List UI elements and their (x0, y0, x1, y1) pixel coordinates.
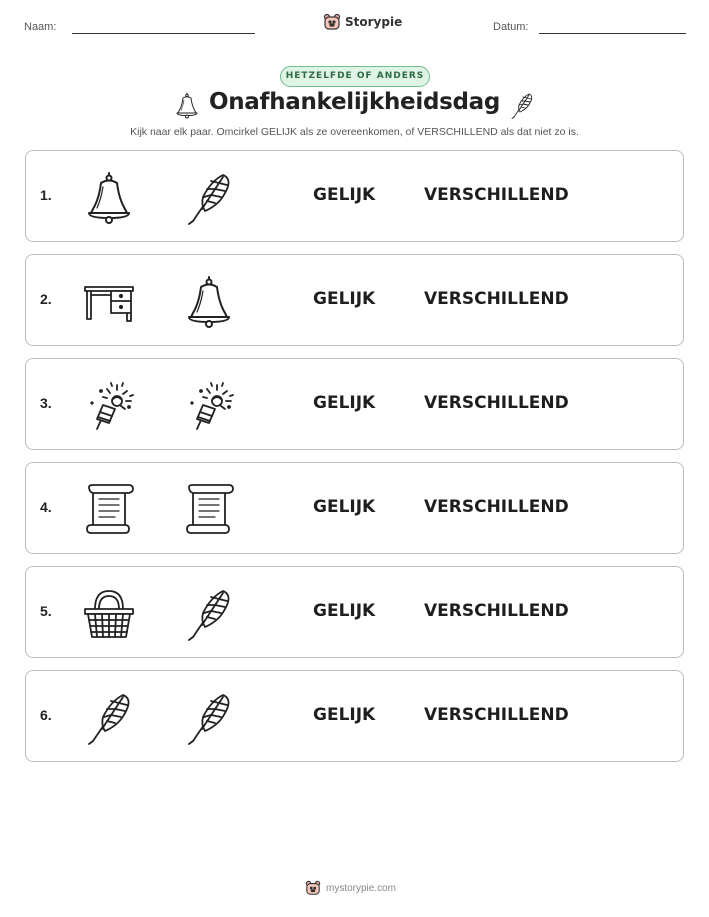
name-label: Naam: (24, 21, 57, 33)
feather-icon (508, 91, 536, 119)
bear-icon (305, 880, 321, 896)
scroll-icon (81, 481, 137, 537)
option-different[interactable]: VERSCHILLEND (424, 393, 569, 413)
option-same[interactable]: GELIJK (313, 705, 376, 725)
footer (305, 880, 396, 896)
firework-icon (81, 377, 137, 433)
worksheet-type-badge: HETZELFDE OF ANDERS (280, 66, 430, 87)
row-number: 6. (40, 707, 52, 723)
option-different[interactable]: VERSCHILLEND (424, 601, 569, 621)
option-different[interactable]: VERSCHILLEND (424, 705, 569, 725)
row-number: 5. (40, 603, 52, 619)
date-label: Datum: (493, 21, 529, 33)
option-different[interactable]: VERSCHILLEND (424, 289, 569, 309)
feather-icon (181, 689, 237, 745)
footer-site: mystorypie.com (326, 882, 397, 894)
option-same[interactable]: GELIJK (313, 289, 376, 309)
question-row-3 (25, 358, 684, 450)
row-number: 3. (40, 395, 52, 411)
bell-icon (181, 273, 237, 329)
row-number: 1. (40, 187, 52, 203)
option-same[interactable]: GELIJK (313, 393, 376, 413)
option-different[interactable]: VERSCHILLEND (424, 185, 569, 205)
feather-icon (181, 585, 237, 641)
option-same[interactable]: GELIJK (313, 497, 376, 517)
question-row-2 (25, 254, 684, 346)
option-same[interactable]: GELIJK (313, 601, 376, 621)
scroll-icon (181, 481, 237, 537)
page-title: Onafhankelijkheidsdag (208, 89, 501, 115)
question-row-6 (25, 670, 684, 762)
instructions: Kijk naar elk paar. Omcirkel GELIJK als ze overeenkomen, of VERSCHILLEND als dat niet zo is. (130, 126, 579, 138)
basket-icon (81, 585, 137, 641)
option-different[interactable]: VERSCHILLEND (424, 497, 569, 517)
question-row-5 (25, 566, 684, 658)
feather-icon (181, 169, 237, 225)
date-field-line[interactable] (539, 33, 686, 34)
row-number: 4. (40, 499, 52, 515)
bear-icon (323, 13, 341, 31)
brand-name: Storypie (345, 15, 403, 29)
desk-icon (81, 273, 137, 329)
row-number: 2. (40, 291, 52, 307)
option-same[interactable]: GELIJK (313, 185, 376, 205)
bell-icon (81, 169, 137, 225)
question-row-1 (25, 150, 684, 242)
feather-icon (81, 689, 137, 745)
firework-icon (181, 377, 237, 433)
question-row-4 (25, 462, 684, 554)
brand-logo (323, 13, 402, 31)
name-field-line[interactable] (72, 33, 255, 34)
